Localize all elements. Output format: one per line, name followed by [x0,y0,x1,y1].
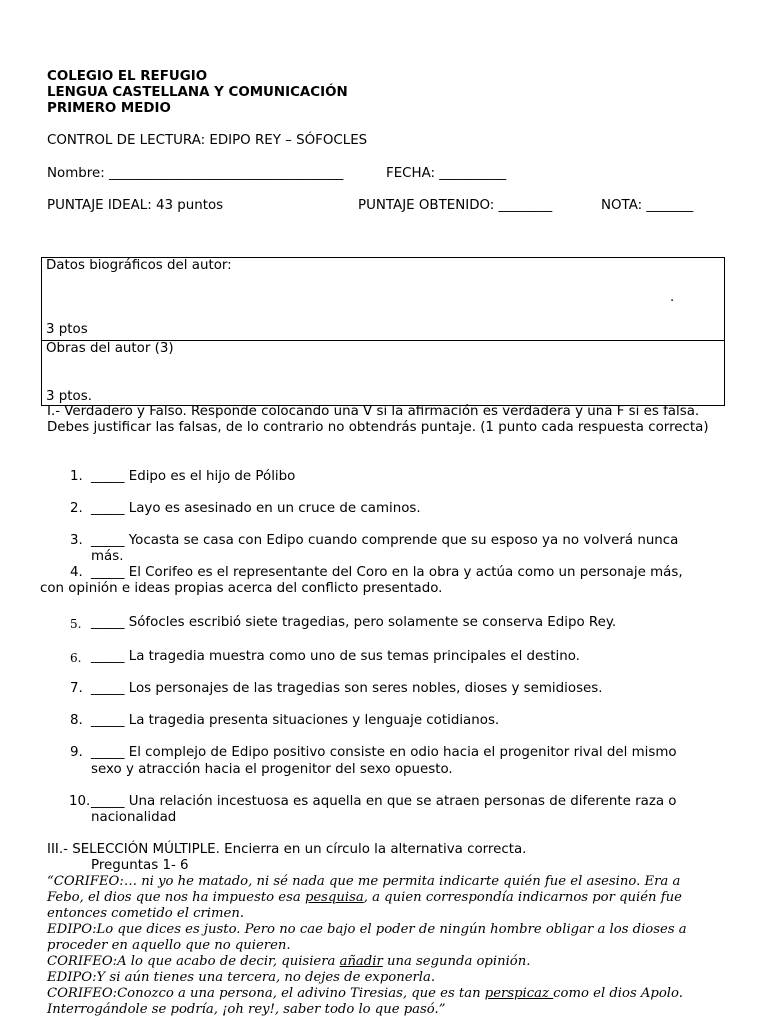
item-number: 6. [70,651,82,665]
item-text: _____ La tragedia presenta situaciones y lenguaje cotidianos. [91,713,500,728]
item-text: _____ Edipo es el hijo de Pólibo [91,469,296,484]
author-bio-label: Datos biográficos del autor: [46,258,232,273]
excerpt-line [47,890,682,906]
excerpt-text: CORIFEO:Conozco a una persona, el adivino Tiresias, que es tan [47,986,485,1001]
date-field[interactable]: FECHA: __________ [386,166,507,181]
author-bio-box[interactable] [41,257,725,341]
excerpt-line: entonces cometido el crimen. [47,906,245,921]
subject-name: LENGUA CASTELLANA Y COMUNICACIÓN [47,85,348,100]
item-number: 9. [70,745,83,760]
author-works-box[interactable] [41,340,725,406]
author-works-points: 3 ptos. [46,389,92,404]
excerpt-text: como el dios Apolo. [553,986,683,1001]
item-number: 7. [70,681,83,696]
test-title: CONTROL DE LECTURA: EDIPO REY – SÓFOCLES [47,133,368,148]
item-text: _____ El complejo de Edipo positivo consiste en odio hacia el progenitor rival del mismo [91,745,677,760]
item-number: 1. [70,469,83,484]
vocab-word-pesquisa: pesquisa [304,890,364,905]
excerpt-text: Febo, el dios que nos ha impuesto esa [47,890,305,905]
item-text: _____ Yocasta se casa con Edipo cuando comprende que su esposo ya no volverá nunca [91,533,679,548]
item-text: _____ Layo es asesinado en un cruce de caminos. [91,501,421,516]
section3-subtitle: Preguntas 1- 6 [91,858,189,873]
grade-field[interactable]: NOTA: _______ [601,198,694,213]
excerpt-line [47,954,530,970]
author-bio-points: 3 ptos [46,322,88,337]
item-number: 8. [70,713,83,728]
section3-title: III.- SELECCIÓN MÚLTIPLE. Encierra en un círculo la alternativa correcta. [47,842,527,857]
item-number: 3. [70,533,83,548]
item-text-cont: con opinión e ideas propias acerca del conflicto presentado. [40,581,443,596]
item-text-cont: sexo y atracción hacia el progenitor del sexo opuesto. [91,762,453,777]
excerpt-line: Interrogándole se podría, ¡oh rey!, saber todo lo que pasó.” [47,1002,446,1017]
excerpt-line: “CORIFEO:… ni yo he matado, ni sé nada que me permita indicarte quién fue el asesino. Era a [47,874,681,889]
item-number: 5. [70,617,82,631]
item-number: 4. [70,565,83,580]
item-text-cont: más. [91,549,124,564]
author-works-label: Obras del autor (3) [46,341,174,356]
excerpt-line: EDIPO:Y si aún tienes una tercera, no dejes de exponerla. [47,970,436,985]
obtained-score-field[interactable]: PUNTAJE OBTENIDO: ________ [358,198,553,213]
school-name: COLEGIO EL REFUGIO [47,69,208,84]
item-text: _____ La tragedia muestra como uno de sus temas principales el destino. [91,649,580,664]
item-number: 2. [70,501,83,516]
grade-level: PRIMERO MEDIO [47,101,171,116]
excerpt-text: , a quien correspondía indicarnos por quién fue [363,890,682,905]
vocab-word-anadir: añadir [339,954,383,969]
ideal-score: PUNTAJE IDEAL: 43 puntos [47,198,224,213]
excerpt-text: una segunda opinión. [382,954,531,969]
stray-dot: . [670,290,675,305]
item-text: _____ Los personajes de las tragedias son seres nobles, dioses y semidioses. [91,681,603,696]
excerpt-line [47,986,683,1002]
section1-instructions: I.- Verdadero y Falso. Responde colocando una V si la afirmación es verdadera y una F si es falsa. Debes justificar las falsas, de lo contrario no obtendrás puntaje. (1 punto cada respuesta correcta) [47,404,709,435]
item-text: _____ Una relación incestuosa es aquella en que se atraen personas de diferente raza o [91,794,677,809]
name-field[interactable]: Nombre: ___________________________________ [47,166,344,181]
item-text-cont: nacionalidad [91,810,177,825]
excerpt-line: EDIPO:Lo que dices es justo. Pero no cae bajo el poder de ningún hombre obligar a los dioses a [47,922,687,937]
excerpt-line: proceder en aquello que no quieren. [47,938,291,953]
item-number: 10. [69,794,91,809]
excerpt-text: CORIFEO:A lo que acabo de decir, quisiera [47,954,340,969]
vocab-word-perspicaz: perspicaz [484,986,554,1001]
item-text: _____ Sófocles escribió siete tragedias, pero solamente se conserva Edipo Rey. [91,615,617,630]
item-text: _____ El Corifeo es el representante del Coro en la obra y actúa como un personaje más, [91,565,683,580]
